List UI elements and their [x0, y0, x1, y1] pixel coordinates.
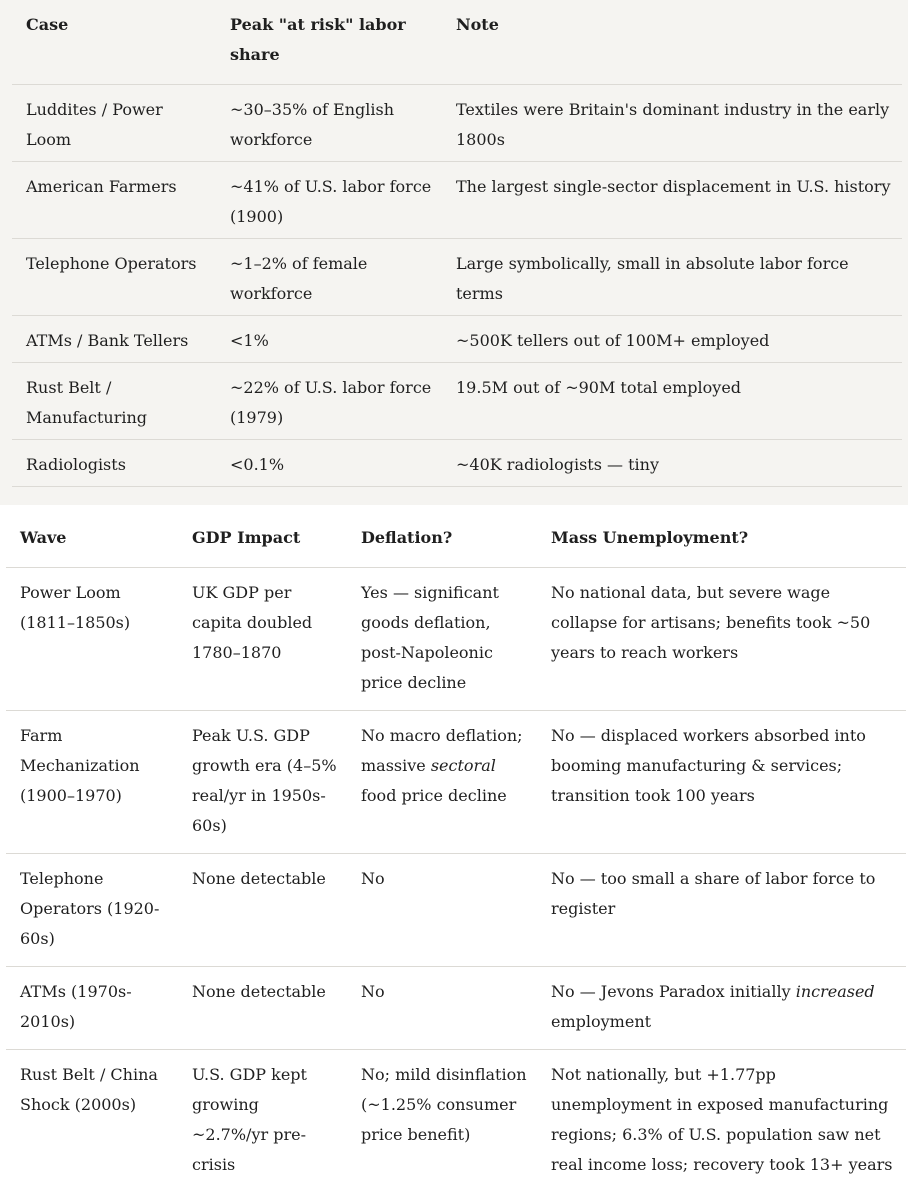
deflation-cell — [347, 568, 537, 711]
header-gdp-impact: GDP Impact — [192, 528, 301, 547]
header-case: Case — [26, 15, 69, 34]
labor-share-table — [12, 10, 902, 487]
waves-impact-table — [6, 521, 906, 1192]
header-deflation: Deflation? — [361, 528, 453, 547]
note-cell: The largest single-sector displacement in U.S. history — [442, 162, 902, 239]
deflation-text-end: food price decline — [361, 786, 507, 805]
share-cell: <1% — [216, 316, 442, 363]
deflation-text: Yes — significant goods deflation, post-Napoleonic price decline — [361, 583, 499, 692]
waves-impact-table-section — [0, 513, 908, 1200]
table-row — [12, 239, 902, 316]
table-row — [12, 440, 902, 487]
share-cell: ~30–35% of English workforce — [216, 85, 442, 162]
deflation-text: No — [361, 869, 385, 888]
table-row — [12, 316, 902, 363]
wave-cell: ATMs (1970s-2010s) — [6, 967, 178, 1050]
unemployment-text-end: employment — [551, 1012, 652, 1031]
unemployment-emphasis: increased — [795, 982, 875, 1001]
unemployment-cell — [537, 568, 906, 711]
gdp-cell: Peak U.S. GDP growth era (4–5% real/yr in 1950s-60s) — [178, 711, 347, 854]
header-mass-unemployment: Mass Unemployment? — [551, 528, 749, 547]
unemployment-text: Not nationally, but +1.77pp unemployment in exposed manufacturing regions; 6.3% of U.S. population saw net real income loss; recovery took 13+ years — [551, 1065, 893, 1174]
note-cell: Textiles were Britain's dominant industry in the early 1800s — [442, 85, 902, 162]
unemployment-cell — [537, 1050, 906, 1193]
share-cell: ~22% of U.S. labor force (1979) — [216, 363, 442, 440]
table-row — [6, 1050, 906, 1193]
wave-cell: Farm Mechanization (1900–1970) — [6, 711, 178, 854]
section-divider — [0, 505, 908, 513]
deflation-cell — [347, 711, 537, 854]
header-wave: Wave — [20, 528, 67, 547]
gdp-cell: UK GDP per capita doubled 1780–1870 — [178, 568, 347, 711]
unemployment-text: No — Jevons Paradox initially — [551, 982, 796, 1001]
gdp-cell: None detectable — [178, 854, 347, 967]
case-cell: American Farmers — [12, 162, 216, 239]
case-cell: Luddites / Power Loom — [12, 85, 216, 162]
gdp-cell: U.S. GDP kept growing ~2.7%/yr pre-crisis — [178, 1050, 347, 1193]
case-cell: Radiologists — [12, 440, 216, 487]
deflation-text: No macro deflation; massive — [361, 726, 523, 775]
share-cell: ~41% of U.S. labor force (1900) — [216, 162, 442, 239]
unemployment-cell — [537, 854, 906, 967]
unemployment-text: No national data, but severe wage collapse for artisans; benefits took ~50 years to reach workers — [551, 583, 871, 662]
share-cell: <0.1% — [216, 440, 442, 487]
deflation-cell — [347, 967, 537, 1050]
case-cell: ATMs / Bank Tellers — [12, 316, 216, 363]
unemployment-text: No — displaced workers absorbed into booming manufacturing & services; transition took 100 years — [551, 726, 866, 805]
wave-cell: Power Loom (1811–1850s) — [6, 568, 178, 711]
gdp-cell: None detectable — [178, 967, 347, 1050]
case-cell: Rust Belt / Manufacturing — [12, 363, 216, 440]
header-note: Note — [456, 15, 499, 34]
table-row — [6, 568, 906, 711]
table-header-row — [12, 10, 902, 85]
share-cell: ~1–2% of female workforce — [216, 239, 442, 316]
note-cell: 19.5M out of ~90M total employed — [442, 363, 902, 440]
table-row — [12, 162, 902, 239]
table-row — [12, 363, 902, 440]
deflation-emphasis: sectoral — [430, 756, 496, 775]
note-cell: ~40K radiologists — tiny — [442, 440, 902, 487]
table-row — [6, 967, 906, 1050]
table-row — [6, 711, 906, 854]
deflation-cell — [347, 854, 537, 967]
note-cell: ~500K tellers out of 100M+ employed — [442, 316, 902, 363]
note-cell: Large symbolically, small in absolute labor force terms — [442, 239, 902, 316]
unemployment-cell — [537, 967, 906, 1050]
case-cell: Telephone Operators — [12, 239, 216, 316]
unemployment-cell — [537, 711, 906, 854]
table-row — [12, 85, 902, 162]
deflation-cell — [347, 1050, 537, 1193]
table-row — [6, 854, 906, 967]
deflation-text: No — [361, 982, 385, 1001]
wave-cell: Rust Belt / China Shock (2000s) — [6, 1050, 178, 1193]
header-peak-share: Peak "at risk" labor share — [230, 15, 406, 64]
deflation-text: No; mild disinflation (~1.25% consumer price benefit) — [361, 1065, 527, 1144]
table-header-row — [6, 521, 906, 568]
labor-share-table-section — [0, 0, 908, 505]
unemployment-text: No — too small a share of labor force to register — [551, 869, 876, 918]
wave-cell: Telephone Operators (1920-60s) — [6, 854, 178, 967]
